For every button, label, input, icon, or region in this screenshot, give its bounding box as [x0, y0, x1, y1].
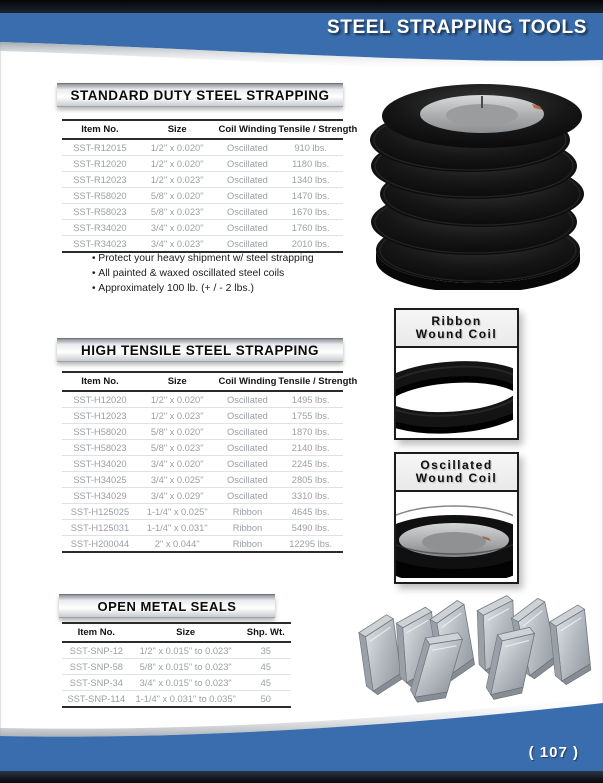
bullet-item: • All painted & waxed oscillated steel coils	[92, 266, 314, 281]
table-cell: 2140 lbs.	[278, 440, 343, 456]
table-cell: 3/4" x 0.029"	[138, 488, 217, 504]
table-cell: 2010 lbs.	[278, 236, 343, 253]
table-cell: 1-1/4" x 0.031"	[138, 520, 217, 536]
footer-banner	[0, 700, 603, 783]
section-title-high-tensile: HIGH TENSILE STEEL STRAPPING	[57, 338, 343, 362]
table-cell: SST-R58020	[62, 188, 138, 204]
table-cell: 1755 lbs.	[278, 408, 343, 424]
column-header: Coil Winding	[217, 372, 279, 391]
table-cell: 45	[241, 675, 291, 691]
column-header: Item No.	[62, 623, 131, 642]
table-cell: 3/4" x 0.020"	[138, 220, 217, 236]
table-cell: SST-SNP-114	[62, 691, 131, 708]
table-cell: SST-SNP-58	[62, 659, 131, 675]
table-cell: SST-R12023	[62, 172, 138, 188]
table-row	[62, 488, 343, 504]
column-header: Size	[131, 623, 241, 642]
table-cell: Oscillated	[217, 488, 279, 504]
column-header: Item No.	[62, 372, 138, 391]
table-cell: Ribbon	[217, 520, 279, 536]
oscillated-coil-label	[396, 454, 517, 492]
table-cell: 12295 lbs.	[278, 536, 343, 553]
ribbon-coil-label-line2: Wound Coil	[415, 327, 498, 341]
table-cell: 1-1/4" x 0.031" to 0.035"	[131, 691, 241, 708]
standard-duty-table	[62, 119, 358, 253]
table-cell: SST-SNP-12	[62, 642, 131, 659]
column-header: Tensile / Strength	[278, 120, 343, 139]
ribbon-coil-label-line1: Ribbon	[431, 314, 482, 328]
table-cell: Oscillated	[217, 408, 279, 424]
table-row	[62, 675, 291, 691]
section-title-open-metal-seals: OPEN METAL SEALS	[59, 594, 275, 618]
section-title-standard-duty: STANDARD DUTY STEEL STRAPPING	[57, 83, 343, 107]
oscillated-coil-label-line1: Oscillated	[420, 458, 493, 472]
table-row	[62, 456, 343, 472]
table-cell: Oscillated	[217, 472, 279, 488]
table-cell: 910 lbs.	[278, 139, 343, 156]
high-tensile-table	[62, 371, 358, 553]
table-cell: 3/4" x 0.020"	[138, 456, 217, 472]
table-row	[62, 204, 343, 220]
oscillated-coil-photo	[396, 492, 513, 578]
table-cell: Oscillated	[217, 456, 279, 472]
column-header: Tensile / Strength	[278, 372, 343, 391]
table-cell: SST-R12015	[62, 139, 138, 156]
table-cell: 5/8" x 0.023"	[138, 440, 217, 456]
table-cell: 3/4" x 0.023"	[138, 236, 217, 253]
table-row	[62, 642, 291, 659]
table-cell: Oscillated	[217, 440, 279, 456]
table-cell: 1470 lbs.	[278, 188, 343, 204]
table-cell: 1/2" x 0.020"	[138, 156, 217, 172]
table-cell: 1180 lbs.	[278, 156, 343, 172]
table-cell: SST-SNP-34	[62, 675, 131, 691]
table-cell: Oscillated	[217, 236, 279, 253]
table-row	[62, 139, 343, 156]
table-row	[62, 156, 343, 172]
table-cell: 1/2" x 0.015" to 0.023"	[131, 642, 241, 659]
table-cell: 1-1/4" x 0.025"	[138, 504, 217, 520]
page-number: ( 107 )	[528, 744, 579, 761]
table-cell: Oscillated	[217, 188, 279, 204]
table-cell: Ribbon	[217, 536, 279, 553]
column-header: Coil Winding	[217, 120, 279, 139]
table-cell: SST-H12023	[62, 408, 138, 424]
table-cell: 1670 lbs.	[278, 204, 343, 220]
table-cell: 2805 lbs.	[278, 472, 343, 488]
table-row	[62, 391, 343, 408]
table-cell: 5/8" x 0.015" to 0.023"	[131, 659, 241, 675]
table-cell: 5/8" x 0.020"	[138, 424, 217, 440]
table-row	[62, 172, 343, 188]
table-cell: 1/2" x 0.023"	[138, 408, 217, 424]
open-metal-seals-table	[62, 622, 291, 708]
column-header: Shp. Wt.	[241, 623, 291, 642]
bullet-item: • Approximately 100 lb. (+ / - 2 lbs.)	[92, 281, 314, 296]
table-cell: SST-H34029	[62, 488, 138, 504]
table-cell: 5/8" x 0.020"	[138, 188, 217, 204]
table-cell: SST-R34020	[62, 220, 138, 236]
table-cell: 35	[241, 642, 291, 659]
header-dark-strip	[0, 0, 603, 13]
table-cell: SST-H200044	[62, 536, 138, 553]
column-header: Size	[138, 372, 217, 391]
ribbon-coil-label	[396, 310, 517, 348]
table-cell: Oscillated	[217, 156, 279, 172]
table-cell: 2" x 0.044"	[138, 536, 217, 553]
table-cell: 2245 lbs.	[278, 456, 343, 472]
table-cell: Ribbon	[217, 504, 279, 520]
table-cell: 3/4" x 0.025"	[138, 472, 217, 488]
table-cell: SST-H125031	[62, 520, 138, 536]
ribbon-coil-photo	[396, 348, 513, 434]
table-cell: SST-H58023	[62, 440, 138, 456]
table-cell: SST-R12020	[62, 156, 138, 172]
table-cell: 1495 lbs.	[278, 391, 343, 408]
table-cell: Oscillated	[217, 172, 279, 188]
table-cell: SST-R34023	[62, 236, 138, 253]
table-cell: Oscillated	[217, 204, 279, 220]
table-cell: 1/2" x 0.023"	[138, 172, 217, 188]
table-cell: 1/2" x 0.020"	[138, 391, 217, 408]
table-cell: Oscillated	[217, 139, 279, 156]
table-cell: SST-H34025	[62, 472, 138, 488]
table-row	[62, 188, 343, 204]
table-cell: 1340 lbs.	[278, 172, 343, 188]
table-row	[62, 504, 343, 520]
table-cell: 1/2" x 0.020"	[138, 139, 217, 156]
table-row	[62, 440, 343, 456]
table-row	[62, 236, 343, 253]
table-cell: 3310 lbs.	[278, 488, 343, 504]
table-cell: SST-H34020	[62, 456, 138, 472]
coil-stack-photo	[356, 74, 600, 290]
oscillated-coil-figure	[394, 452, 519, 584]
column-header: Item No.	[62, 120, 138, 139]
table-cell: Oscillated	[217, 220, 279, 236]
table-row	[62, 472, 343, 488]
table-cell: Oscillated	[217, 424, 279, 440]
table-cell: 1870 lbs.	[278, 424, 343, 440]
ribbon-coil-figure	[394, 308, 519, 440]
table-cell: 3/4" x 0.015" to 0.023"	[131, 675, 241, 691]
table-cell: SST-H12020	[62, 391, 138, 408]
table-row	[62, 408, 343, 424]
table-row	[62, 220, 343, 236]
table-cell: 50	[241, 691, 291, 708]
table-cell: 1760 lbs.	[278, 220, 343, 236]
table-cell: Oscillated	[217, 391, 279, 408]
table-header-row	[62, 372, 343, 391]
footer-dark-strip	[0, 771, 603, 783]
oscillated-coil-label-line2: Wound Coil	[415, 471, 498, 485]
bullet-item: • Protect your heavy shipment w/ steel strapping	[92, 251, 314, 266]
table-row	[62, 659, 291, 675]
table-cell: SST-H125025	[62, 504, 138, 520]
table-header-row	[62, 120, 343, 139]
table-row	[62, 536, 343, 553]
table-row	[62, 424, 343, 440]
table-cell: SST-R58023	[62, 204, 138, 220]
feature-bullets	[80, 251, 314, 296]
table-cell: 4645 lbs.	[278, 504, 343, 520]
table-cell: 5490 lbs.	[278, 520, 343, 536]
table-cell: 45	[241, 659, 291, 675]
table-cell: 5/8" x 0.023"	[138, 204, 217, 220]
page-title: STEEL STRAPPING TOOLS	[327, 17, 587, 38]
column-header: Size	[138, 120, 217, 139]
table-header-row	[62, 623, 291, 642]
table-cell: SST-H58020	[62, 424, 138, 440]
table-row	[62, 520, 343, 536]
